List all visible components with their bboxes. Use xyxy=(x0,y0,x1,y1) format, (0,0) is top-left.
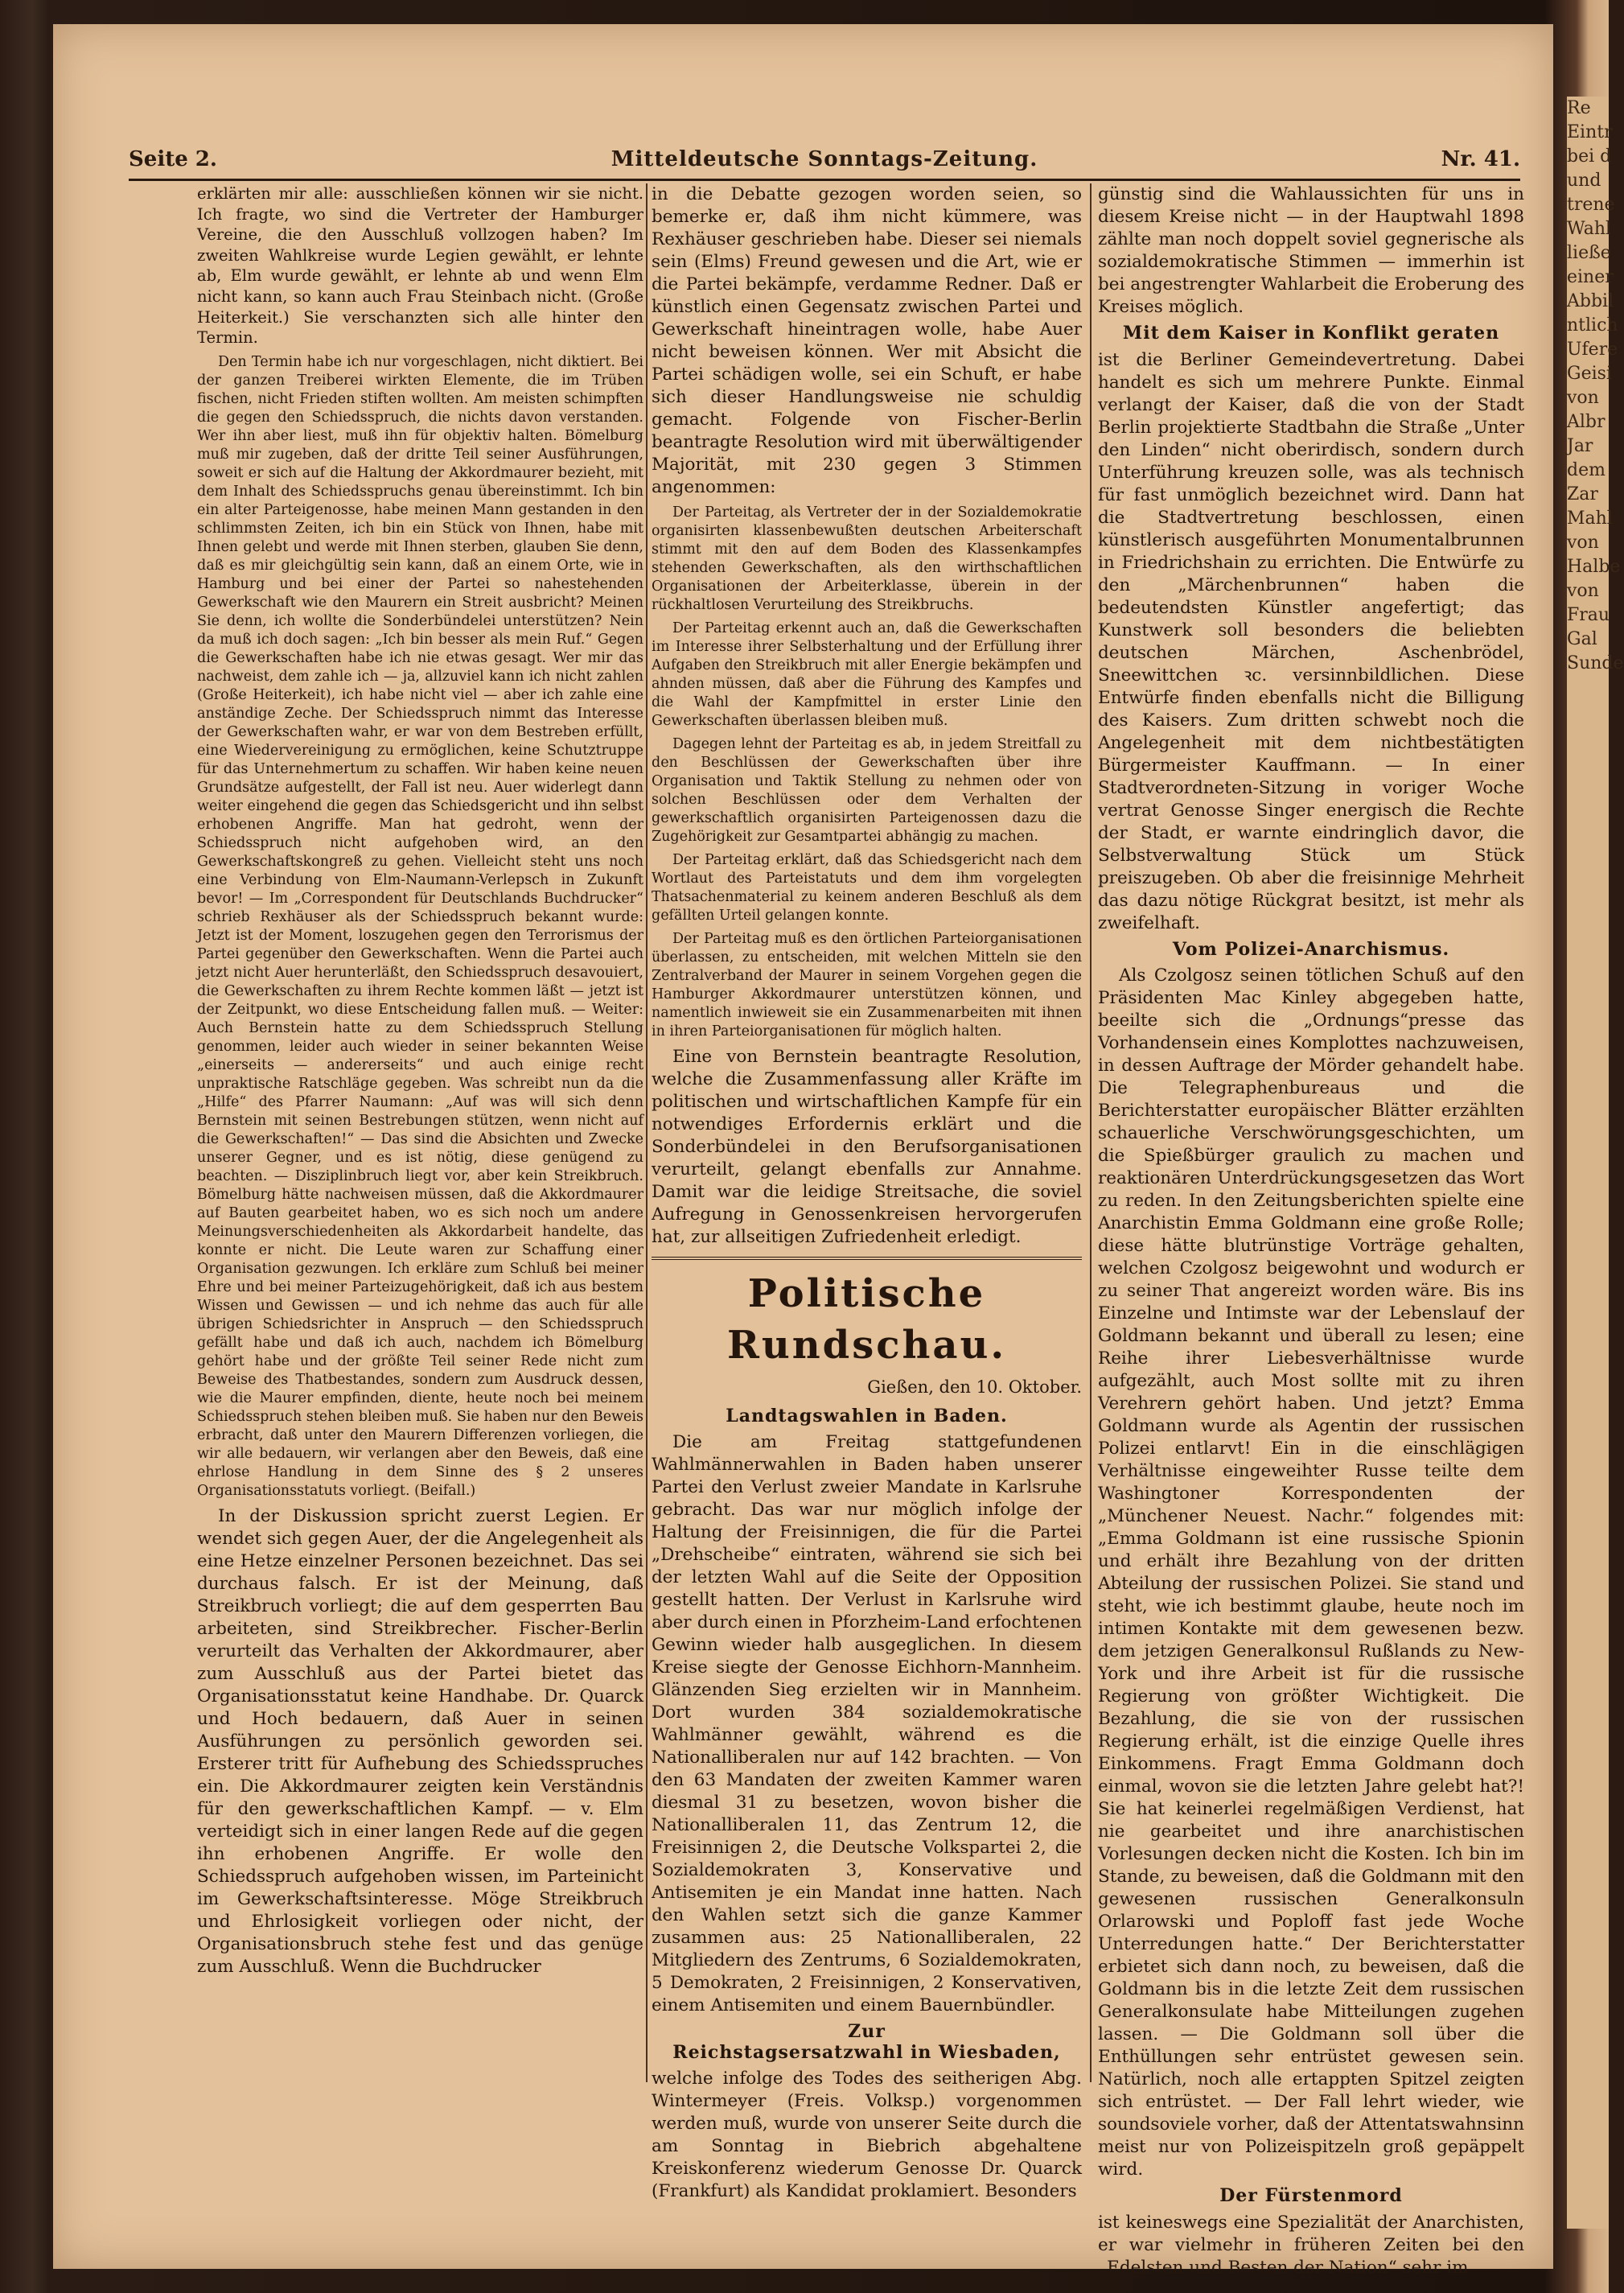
sliver-fragment: von xyxy=(1567,533,1599,553)
page-number: Seite 2. xyxy=(129,147,217,171)
issue-number: Nr. 41. xyxy=(1441,147,1520,171)
resolution-paragraph: Der Parteitag erklärt, daß das Schiedsgericht nach dem Wortlaut des Parteistatuts und dem ihm vorgelegten Thatsachenmaterial zu keinem anderen Beschluß als dem gefällten Urteil gelangen konnte. xyxy=(652,852,1082,924)
adjacent-page-edge xyxy=(1567,97,1624,2229)
article-paragraph: welche infolge des Todes des seitherigen Abg. Wintermeyer (Freis. Volksp.) vorgenommen werden muß, wurde von unserer Seite durch die am Sonntag in Biebrich abgehaltene Kreiskonferenz wiederum Genosse Dr. Quarck (Frankfurt) als Kandidat proklamiert. Besonders xyxy=(652,2069,1082,2202)
sliver-fragment: Halbe xyxy=(1567,557,1621,577)
subheading: Reichstagsersatzwahl in Wiesbaden, xyxy=(672,2041,1061,2063)
sliver-fragment: und xyxy=(1567,171,1601,191)
article-paragraph: Als Czolgosz seinen tötlichen Schuß auf den Präsidenten Mac Kinley abgegeben hatte, beeilte sich die „Ordnungs“presse das Vorhandensein eines Komplottes nachzuweisen, in dessen Auftrage der Mörder gehandelt habe. Die Telegraphenbureaus und die Berichterstatter europäischer Blätter erzählten schauerliche Verschwörungsgeschichten, um die Spießbürger graulich zu machen und reaktionären Unterdrückungsgesetzen das Wort zu reden. In den Zeitungsberichten spielte eine Anarchistin Emma Goldmann eine große Rolle; diese hätte blutrünstige Vorträge gehalten, welchen Czolgosz beigewohnt und wodurch er zu seiner That angereizt worden wäre. Bis ins Einzelne und Intimste war der Lebenslauf der Goldmann bekannt und überall zu lesen; eine Reihe ihrer Liebesverhältnisse wurde aufgezählt, auch Most sollte mit zu ihren Verehrern gehört haben. Und jetzt? Emma Goldmann wurde als Agentin der russischen Polizei entlarvt! Ein in die einschlägigen Verhältnisse eingeweihter Russe teilte dem Washingtoner Korrespondenten der „Münchener Neuest. Nachr.“ folgendes mit: „Emma Goldmann ist eine russische Spionin und erhält ihre Bezahlung von der dritten Abteilung der russischen Polizei. Sie stand und steht, wie ich bestimmt glaube, heute noch im intimen Kontakte mit dem gewesenen bezw. dem jetzigen Generalkonsul Rußlands zu New-York und ihre Arbeit ist für die russische Regierung von größter Wichtigkeit. Die Bezahlung, die sie von der russischen Regierung erhält, ist die einzige Quelle ihres Einkommens. Fragt Emma Goldmann doch einmal, wovon sie die letzten Jahre gelebt hat?! Sie hat keinerlei regelmäßigen Verdienst, hat nie gearbeitet und ihre anarchistischen Vorlesungen decken nicht die Kosten. Ich bin im Stande, zu beweisen, daß die Goldmann mit den gewesenen russischen Generalkonsuln Orlarowski und Poploff fast jede Woche Unterredungen hatte.“ Der Berichterstatter erbietet sich dann noch, zu beweisen, daß die Goldmann bis in die letzte Zeit dem russischen Generalkonsulate habe Mitteilungen zugehen lassen. — Die Goldmann soll über die Enthüllungen sehr entrüstet gewesen sein. Natürlich, noch alle ertappten Spitzel zeigten sich entrüstet. — Der Fall lehrt wieder, wie soundsoviele vorher, daß der Attentatswahnsinn meist nur von Polizeispitzeln groß gepäppelt wird. xyxy=(1098,965,1524,2180)
sliver-fragment: Geisi xyxy=(1567,364,1612,384)
sliver-fragment: bei d xyxy=(1567,146,1612,167)
article-paragraph: erklärten mir alle: ausschließen können wir sie nicht. Ich fragte, wo sind die Vertreter der Hamburger Vereine, die den Ausschluß vollzogen haben? Im zweiten Wahlkreise wurde Legien gewählt, er lehnte ab, Elm wurde gewählt, er lehnte ab und wenn Elm nicht kann, so kann auch Frau Steinbach nicht. (Große Heiterkeit.) Sie verschanzten sich alle hinter den Termin. xyxy=(197,184,643,348)
sliver-fragment: Abbil xyxy=(1567,291,1614,311)
article-paragraph: in die Debatte gezogen worden seien, so bemerke er, daß ihm nicht kümmere, was Rexhäuser geschrieben habe. Dieser sei niemals sein (Elms) Freund gewesen und die Art, wie er die Partei bekämpfe, verdamme Redner. Daß er künstlich einen Gegensatz zwischen Partei und Gewerkschaft hineintragen wolle, habe Auer nicht beweisen können. Wer mit Absicht die Partei schädigen wolle, sei ein Schuft, er habe sich dieser Handlungsweise nie schuldig gemacht. Folgende von Fischer-Berlin beantragte Resolution wird mit überwältigender Majorität, mit 230 gegen 3 Stimmen angenommen: xyxy=(652,184,1082,497)
column-2 xyxy=(652,183,1082,2202)
subheading: Zur xyxy=(848,2021,886,2043)
article-paragraph: ist die Berliner Gemeindevertretung. Dabei handelt es sich um mehrere Punkte. Einmal verlangt der Kaiser, daß die von der Stadt Berlin projektierte Stadtbahn die Straße „Unter den Linden“ nicht oberirdisch, sondern durch Unterführung kreuzen solle, was als technisch für fast unmöglich bezeichnet wird. Dann hat die Stadtvertretung beschlossen, einen künstlerisch ausgeführten Monumentalbrunnen in Friedrichshain zu errichten. Die Entwürfe zu den „Märchenbrunnen“ haben die bedeutendsten Künstler angefertigt; das Kunstwerk soll besonders die beliebten deutschen Märchen, Aschenbrödel, Sneewittchen ꝛc. versinnbildlichen. Diese Entwürfe finden ebenfalls nicht die Billigung des Kaisers. Zum dritten schwebt noch die Angelegenheit mit dem nichtbestätigten Bürgermeister Kauffmann. — In einer Stadtverordneten-Sitzung in voriger Woche vertrat Genosse Singer energisch die Rechte der Stadt, er warnte eindringlich davor, die Selbstverwaltung Stück um Stück preiszugeben. Ob aber die freisinnige Mehrheit das dazu nötige Rückgrat besitzt, ist mehr als zweifelhaft. xyxy=(1098,349,1524,933)
sliver-fragment: Eintr xyxy=(1567,122,1613,142)
article-paragraph: Den Termin habe ich nur vorgeschlagen, nicht diktiert. Bei der ganzen Treiberei wirkten Elemente, die im Trüben fischen, nicht Frieden stiften wollten. Am meisten schimpften die gegen den Schiedsspruch, die nichts davon verstanden. Wer ihn aber liest, muß ihn für objektiv halten. Bömelburg muß mir zugeben, daß der dritte Teil seiner Ausführungen, soweit er sich auf die Haltung der Akkordmaurer bezieht, mit dem Inhalt des Schiedsspruchs genau übereinstimmt. Ich bin ein alter Parteigenosse, habe meinen Mann gestanden in den schlimmsten Zeiten, ich bin ein Stück von Ihnen, habe mit Ihnen gelebt und werde mit Ihnen sterben, glauben Sie denn, daß es mir gleichgültig sein kann, daß an einem Orte, wie in Hamburg und bei einer der Partei so nahestehenden Gewerkschaft wie den Maurern ein Streit ausbricht? Meinen Sie denn, ich wollte die Sonderbündelei unterstützen? Nein da muß ich doch sagen: „Ich bin besser als mein Ruf.“ Gegen die Gewerkschaften habe ich nie etwas gesagt. Wer mir das nachweist, dem zahle ich — ja, allzuviel kann ich nicht zahlen (Große Heiterkeit), ich habe nicht viel — aber ich zahle eine anständige Zeche. Der Schiedsspruch nimmt das Interesse der Gewerkschaften wahr, er war von dem Bestreben erfüllt, eine Wiedervereinigung zu ermöglichen, keine Schutztruppe für das Unternehmertum zu schaffen. Wir haben keine neuen Grundsätze aufgestellt, der Fall ist neu. Auer widerlegt dann weiter eingehend die gegen das Schiedsgericht und ihn selbst erhobenen Angriffe. Man hat gedroht, wenn der Schiedsspruch nicht aufgehoben wird, an den Gewerkschaftskongreß zu gehen. Vielleicht steht uns noch eine Verbindung von Elm-Naumann-Verlepsch in Zukunft bevor! — Im „Correspondent für Deutschlands Buchdrucker“ schrieb Rexhäuser als der Schiedsspruch bekannt wurde: Jetzt ist der Moment, loszugehen gegen den Terrorismus der Partei gegenüber den Gewerkschaften. Wenn die Partei auch jetzt nicht Auer herunterläßt, den Schiedsspruch desavouiert, die Gewerkschaften zu ihrem Rechte kommen läßt — jetzt ist der Zeitpunkt, wo diese Entscheidung fallen muß. — Weiter: Auch Bernstein hatte zu dem Schiedsspruch Stellung genommen, leider auch wieder in seiner bekannten Weise „einerseits — andererseits“ und auch einige recht unpraktische Ratschläge gegeben. Was schreibt nun da die „Hilfe“ des Pfarrer Naumann: „Auf was will sich denn Bernstein mit seinen Bestrebungen stützen, wenn nicht auf die Gewerkschaften!“ — Das sind die Absichten und Zwecke unserer Gegner, und es ist nötig, diese genügend zu beachten. — Disziplinbruch liegt vor, aber kein Streikbruch. Bömelburg hätte nachweisen müssen, daß die Akkordmaurer auf Bauten gearbeitet haben, wo es sich noch um andere Meinungsverschiedenheiten als Akkordarbeit handelte, das konnte er nicht. Die Leute waren zur Schaffung einer Organisation gezwungen. Ich erkläre zum Schluß bei meiner Ehre und bei meiner Parteizugehörigkeit, daß ich aus bestem Wissen und Gewissen — und ich nehme das auch für alle übrigen Schiedsrichter in Anspruch — den Schiedsspruch gefällt habe und daß ich auch, nachdem ich Bömelburg gehört habe und der größte Teil seiner Rede nicht zum Beweise des Thatbestandes, sondern zum Ausdruck dessen, wie die Maurer empfinden, diente, heute noch bei meinem Schiedsspruch stehen bleiben muß. Sie haben nur den Beweis erbracht, daß unter den Maurern Differenzen vorliegen, die wir alle bedauern, wir verlangen aber den Beweis, daß eine ehrlose Handlung in dem Sinne des § 2 unseres Organisationsstatuts vorliegt. (Beifall.) xyxy=(197,353,643,1499)
subheading: Mit dem Kaiser in Konflikt geraten xyxy=(1122,323,1500,344)
sliver-fragment: Jar xyxy=(1567,436,1593,456)
page-header xyxy=(129,147,1520,179)
sliver-fragment: Mahl xyxy=(1567,508,1613,529)
sliver-fragment: trene xyxy=(1567,195,1615,215)
article-paragraph: günstig sind die Wahlaussichten für uns in diesem Kreise nicht — in der Hauptwahl 1898 zählte man noch doppelt soviel gegnerische als sozialdemokratische Stimmen — immerhin ist bei angestrengter Wahlarbeit die Eroberung des Kreises möglich. xyxy=(1098,184,1524,317)
resolution-paragraph: Der Parteitag erkennt auch an, daß die Gewerkschaften im Interesse ihrer Selbsterhaltung und der Erfüllung ihrer Aufgaben den Streikbruch mit aller Energie bekämpfen und ahnden müssen, daß aber die Führung des Kampfes und die Wahl der Kampfmittel in erster Linie den Gewerkschaften überlassen bleiben muß. xyxy=(652,620,1082,729)
resolution-paragraph: Der Parteitag muß es den örtlichen Parteiorganisationen überlassen, zu entscheiden, mit welchen Mitteln sie den Zentralverband der Maurer in seinem Vorgehen gegen die Hamburger Akkordmaurer unterstützen können, und namentlich inwieweit sie ein Zusammenarbeiten mit ihnen in ihren Parteiorganisationen für möglich halten. xyxy=(652,931,1082,1039)
sliver-fragment: ließe xyxy=(1567,243,1611,263)
sliver-fragment: einer xyxy=(1567,267,1614,287)
sliver-fragment: Gal xyxy=(1567,629,1597,649)
column-3 xyxy=(1098,183,1524,2278)
column-divider xyxy=(1090,183,1092,2082)
article-paragraph: Eine von Bernstein beantragte Resolution, welche die Zusammenfassung aller Kräfte im politischen und wirtschaftlichen Kampfe für ein notwendiges Erfordernis erklärt und die Sonderbündelei in den Berufsorganisationen verurteilt, gelangt ebenfalls zur Annahme. Damit war die leidige Streitsache, die soviel Aufregung in Genossenkreisen hervorgerufen hat, zur allseitigen Zufriedenheit erledigt. xyxy=(652,1047,1082,1247)
sliver-fragment: Sunde xyxy=(1567,653,1624,673)
resolution-paragraph: Der Parteitag, als Vertreter der in der Sozialdemokratie organisirten klassenbewußten deutschen Arbeiterschaft stimmt mit den auf dem Boden des Klassenkampfes stehenden Gewerkschaften, als den wirthschaftlichen Organisationen der Arbeiterklasse, überein in der rückhaltlosen Verurteilung des Streikbruchs. xyxy=(652,504,1082,613)
column-1 xyxy=(197,183,643,2171)
sliver-fragment: Wahl xyxy=(1567,219,1612,239)
subheading: Der Fürstenmord xyxy=(1219,2185,1403,2207)
sliver-fragment: Frau xyxy=(1567,605,1610,625)
header-rule xyxy=(129,179,1520,181)
subheading: Vom Polizei-Anarchismus. xyxy=(1172,938,1450,960)
sliver-fragment: Ufere xyxy=(1567,340,1618,360)
sliver-fragment: ntlich xyxy=(1567,315,1618,336)
subheading: Landtagswahlen in Baden. xyxy=(726,1405,1008,1426)
section-title: Politische Rundschau. xyxy=(652,1257,1082,1371)
sliver-fragment: dem xyxy=(1567,460,1605,480)
column-divider xyxy=(646,183,648,2082)
newspaper-title: Mitteldeutsche Sonntags-Zeitung. xyxy=(611,147,1038,171)
sliver-fragment: Re xyxy=(1567,98,1591,118)
sliver-fragment: von xyxy=(1567,581,1599,601)
article-paragraph: ist keineswegs eine Spezialität der Anarchisten, er war vielmehr in früheren Zeiten bei den „Edelsten und Besten der Nation“ sehr im xyxy=(1098,2212,1524,2278)
article-paragraph: Die am Freitag stattgefundenen Wahlmännerwahlen in Baden haben unserer Partei den Verlust zweier Mandate in Karlsruhe gebracht. Das war nur möglich infolge der Haltung der Freisinnigen, die für die Partei „Drehscheibe“ eintraten, während sie sich bei der letzten Wahl auf die Seite der Opposition gestellt hatten. Der Verlust in Karlsruhe wird aber durch einen in Pforzheim-Land erfochtenen Gewinn wieder halb ausgeglichen. In diesem Kreise siegte der Genosse Eichhorn-Mannheim. Glänzenden Sieg erzielten wir in Mannheim. Dort wurden 384 sozialdemokratische Wahlmänner gewählt, während es die Nationalliberalen nur auf 142 brachten. — Von den 63 Mandaten der zweiten Kammer waren diesmal 31 zu besetzen, wovon bisher die Nationalliberalen 11, das Zentrum 12, die Freisinnigen 2, die Deutsche Volkspartei 2, die Sozialdemokraten 3, Konservative und Antisemiten je ein Mandat inne hatten. Nach den Wahlen setzt sich die ganze Kammer zusammen aus: 25 Nationalliberalen, 22 Mitgliedern des Zentrums, 6 Sozialdemokraten, 5 Demokraten, 2 Freisinnigen, 2 Konservativen, einem Antisemiten und einem Bauernbündler. xyxy=(652,1432,1082,2016)
sliver-fragment: Albr xyxy=(1567,412,1605,432)
sliver-fragment: von xyxy=(1567,388,1599,408)
dateline: Gießen, den 10. Oktober. xyxy=(867,1377,1082,1397)
article-paragraph: In der Diskussion spricht zuerst Legien. Er wendet sich gegen Auer, der die Angelegenheit als eine Hetze einzelner Personen bezeichnet. Das sei durchaus falsch. Er ist der Meinung, daß Streikbruch vorliegt; die auf dem gesperrten Bau arbeiteten, sind Streikbrecher. Fischer-Berlin verurteilt das Verhalten der Akkordmaurer, aber zum Ausschluß aus der Partei bietet das Organisationsstatut keine Handhabe. Dr. Quarck und Hoch bedauern, daß Auer in seinen Ausführungen zu persönlich geworden sei. Ersterer tritt für Aufhebung des Schiedsspruches ein. Die Akkordmaurer zeigten kein Verständnis für den gewerkschaftlichen Kampf. — v. Elm verteidigt sich in einer langen Rede auf die gegen ihn erhobenen Angriffe. Er wolle den Schiedsspruch aufgehoben wissen, im Parteinicht im Gewerkschaftsinteresse. Möge Streikbruch und Ehrlosigkeit vorliegen oder nicht, der Organisationsbruch stehe fest und das genüge zum Ausschluß. Wenn die Buchdrucker xyxy=(197,1505,643,1977)
resolution-paragraph: Dagegen lehnt der Parteitag es ab, in jedem Streitfall zu den Beschlüssen der Gewerkschaften über ihre Organisation und Taktik Stellung zu nehmen oder von solchen Beschlüssen oder dem Verhalten der gewerkschaftlich organisirten Parteigenossen dazu die Zugehörigkeit zur Gesamtpartei abhängig zu machen. xyxy=(652,736,1082,845)
sliver-fragment: Zar xyxy=(1567,484,1598,504)
